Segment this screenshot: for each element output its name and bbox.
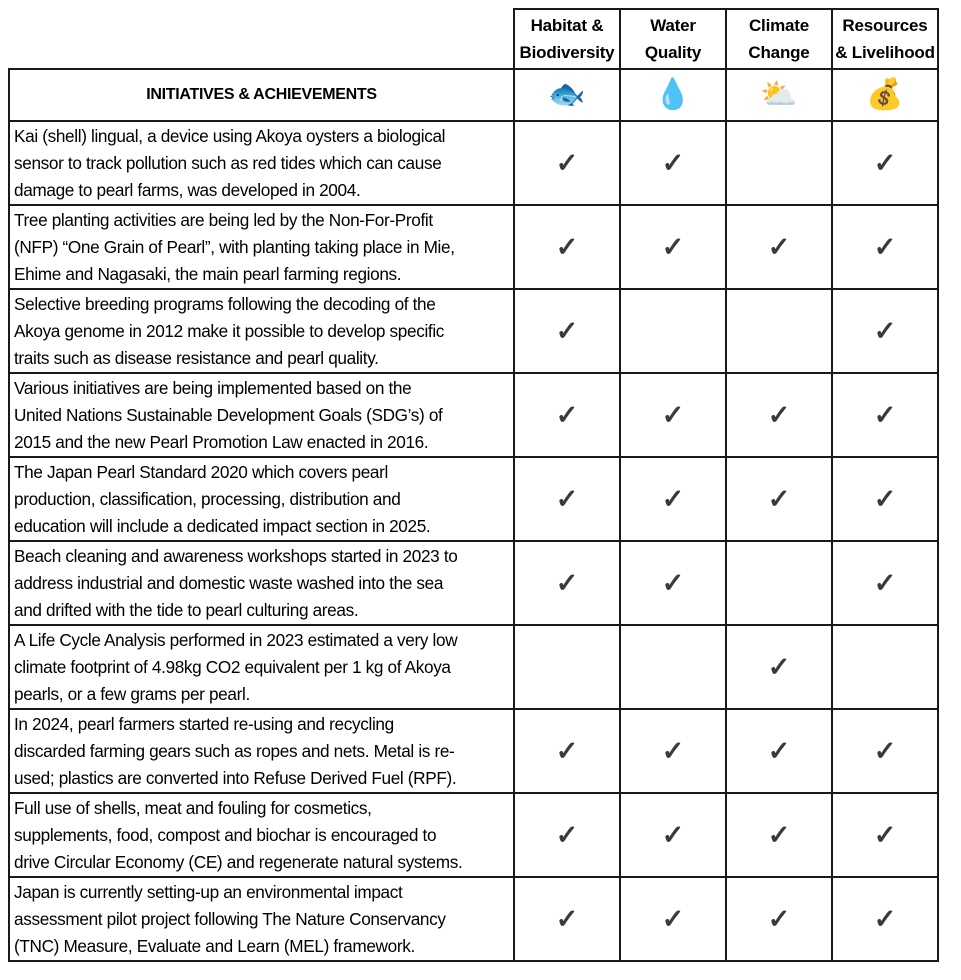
checkmark-icon: ✓ (661, 231, 685, 262)
check-cell (514, 877, 620, 961)
checkmark-icon: ✓ (555, 567, 579, 598)
check-cell (620, 205, 726, 289)
initiative-description (9, 793, 514, 877)
check-cell (620, 289, 726, 373)
checkmark-icon: ✓ (767, 399, 791, 430)
description-line: sensor to track pollution such as red tides which can cause (14, 152, 442, 173)
initiative-description (9, 457, 514, 541)
checkmark-icon: ✓ (767, 819, 791, 850)
check-cell (620, 793, 726, 877)
checkmark-icon: ✓ (873, 567, 897, 598)
description-line: used; plastics are converted into Refuse Derived Fuel (RPF). (14, 767, 457, 788)
description-line: 2015 and the new Pearl Promotion Law enacted in 2016. (14, 431, 429, 452)
table-row (9, 121, 938, 205)
checkmark-icon: ✓ (661, 567, 685, 598)
check-cell (832, 793, 938, 877)
money-bag-icon: 💰 (866, 78, 904, 111)
droplet-icon: 💧 (654, 78, 692, 111)
checkmark-icon: ✓ (873, 315, 897, 346)
check-cell (514, 457, 620, 541)
check-cell (620, 709, 726, 793)
checkmark-icon: ✓ (873, 819, 897, 850)
description-line: In 2024, pearl farmers started re-using and recycling (14, 713, 394, 734)
check-cell (832, 289, 938, 373)
description-line: supplements, food, compost and biochar is encouraged to (14, 824, 437, 845)
checkmark-icon: ✓ (555, 399, 579, 430)
category-label: Resources (842, 16, 928, 35)
checkmark-icon: ✓ (767, 735, 791, 766)
description-line: Tree planting activities are being led by the Non-For-Profit (14, 209, 433, 230)
table-row (9, 793, 938, 877)
description-line: Beach cleaning and awareness workshops started in 2023 to (14, 545, 458, 566)
checkmark-icon: ✓ (873, 147, 897, 178)
title-row (9, 69, 938, 121)
check-cell (514, 121, 620, 205)
check-cell (620, 457, 726, 541)
description-line: Kai (shell) lingual, a device using Akoya oysters a biological (14, 125, 446, 146)
check-cell (832, 457, 938, 541)
checkmark-icon: ✓ (555, 483, 579, 514)
check-cell (514, 625, 620, 709)
checkmark-icon: ✓ (661, 399, 685, 430)
check-cell (514, 793, 620, 877)
empty-corner-cell (9, 9, 514, 69)
check-cell (514, 205, 620, 289)
description-line: production, classification, processing, distribution and (14, 488, 401, 509)
checkmark-icon: ✓ (555, 903, 579, 934)
description-line: Akoya genome in 2012 make it possible to develop specific (14, 320, 445, 341)
category-header-row (9, 9, 938, 69)
category-header-climate (726, 9, 832, 69)
checkmark-icon: ✓ (661, 147, 685, 178)
description-line: Japan is currently setting-up an environmental impact (14, 881, 403, 902)
checkmark-icon: ✓ (767, 483, 791, 514)
category-label: Change (748, 43, 810, 62)
check-cell (832, 541, 938, 625)
category-label: Quality (644, 43, 702, 62)
checkmark-icon: ✓ (873, 483, 897, 514)
check-cell (514, 541, 620, 625)
check-cell (514, 289, 620, 373)
sun-behind-cloud-icon: ⛅ (760, 78, 798, 111)
check-cell (620, 625, 726, 709)
check-cell (726, 373, 832, 457)
check-cell (726, 793, 832, 877)
check-cell (832, 877, 938, 961)
description-line: (NFP) “One Grain of Pearl”, with planting taking place in Mie, (14, 236, 455, 257)
description-line: (TNC) Measure, Evaluate and Learn (MEL) framework. (14, 935, 415, 956)
check-cell (726, 877, 832, 961)
initiative-description (9, 289, 514, 373)
check-cell (726, 625, 832, 709)
check-cell (726, 289, 832, 373)
checkmark-icon: ✓ (555, 231, 579, 262)
description-line: Ehime and Nagasaki, the main pearl farming regions. (14, 263, 402, 284)
table-row (9, 877, 938, 961)
description-line: climate footprint of 4.98kg CO2 equivalent per 1 kg of Akoya (14, 656, 451, 677)
description-line: pearls, or a few grams per pearl. (14, 683, 250, 704)
check-cell (514, 373, 620, 457)
checkmark-icon: ✓ (661, 735, 685, 766)
check-cell (620, 541, 726, 625)
initiative-description (9, 625, 514, 709)
description-line: A Life Cycle Analysis performed in 2023 estimated a very low (14, 629, 458, 650)
check-cell (832, 709, 938, 793)
checkmark-icon: ✓ (661, 483, 685, 514)
category-label: Water (650, 16, 696, 35)
initiative-description (9, 541, 514, 625)
table-row (9, 625, 938, 709)
initiative-description (9, 877, 514, 961)
check-cell (726, 541, 832, 625)
description-line: traits such as disease resistance and pearl quality. (14, 347, 379, 368)
checkmark-icon: ✓ (767, 651, 791, 682)
initiatives-table (8, 8, 939, 962)
checkmark-icon: ✓ (661, 903, 685, 934)
initiative-description (9, 121, 514, 205)
description-line: United Nations Sustainable Development Goals (SDG’s) of (14, 404, 443, 425)
category-header-resources (832, 9, 938, 69)
checkmark-icon: ✓ (555, 315, 579, 346)
checkmark-icon: ✓ (873, 903, 897, 934)
category-label: & Livelihood (835, 43, 935, 62)
check-cell (726, 121, 832, 205)
check-cell (620, 877, 726, 961)
table-title: INITIATIVES & ACHIEVEMENTS (9, 69, 514, 121)
check-cell (726, 709, 832, 793)
table-row (9, 709, 938, 793)
initiative-description (9, 373, 514, 457)
check-cell (620, 121, 726, 205)
fish-icon: 🐟 (548, 78, 586, 111)
checkmark-icon: ✓ (767, 231, 791, 262)
checkmark-icon: ✓ (555, 147, 579, 178)
checkmark-icon: ✓ (555, 735, 579, 766)
description-line: damage to pearl farms, was developed in 2004. (14, 179, 361, 200)
category-header-habitat (514, 9, 620, 69)
check-cell (620, 373, 726, 457)
check-cell (832, 205, 938, 289)
description-line: assessment pilot project following The Nature Conservancy (14, 908, 446, 929)
checkmark-icon: ✓ (767, 903, 791, 934)
initiative-description (9, 205, 514, 289)
table-row (9, 289, 938, 373)
table-row (9, 541, 938, 625)
description-line: The Japan Pearl Standard 2020 which covers pearl (14, 461, 388, 482)
description-line: drive Circular Economy (CE) and regenerate natural systems. (14, 851, 463, 872)
description-line: Selective breeding programs following the decoding of the (14, 293, 436, 314)
checkmark-icon: ✓ (661, 819, 685, 850)
table-row (9, 205, 938, 289)
table-row (9, 457, 938, 541)
checkmark-icon: ✓ (873, 399, 897, 430)
description-line: and drifted with the tide to pearl culturing areas. (14, 599, 359, 620)
description-line: education will include a dedicated impact section in 2025. (14, 515, 431, 536)
check-cell (726, 457, 832, 541)
checkmark-icon: ✓ (873, 735, 897, 766)
checkmark-icon: ✓ (873, 231, 897, 262)
description-line: Various initiatives are being implemented based on the (14, 377, 412, 398)
check-cell (726, 205, 832, 289)
category-label: Biodiversity (519, 43, 615, 62)
check-cell (514, 709, 620, 793)
table-row (9, 373, 938, 457)
check-cell (832, 121, 938, 205)
checkmark-icon: ✓ (555, 819, 579, 850)
category-label: Habitat & (530, 16, 604, 35)
description-line: Full use of shells, meat and fouling for cosmetics, (14, 797, 372, 818)
category-header-water (620, 9, 726, 69)
description-line: address industrial and domestic waste washed into the sea (14, 572, 444, 593)
check-cell (832, 373, 938, 457)
initiative-description (9, 709, 514, 793)
category-label: Climate (748, 16, 809, 35)
check-cell (832, 625, 938, 709)
description-line: discarded farming gears such as ropes and nets. Metal is re- (14, 740, 455, 761)
